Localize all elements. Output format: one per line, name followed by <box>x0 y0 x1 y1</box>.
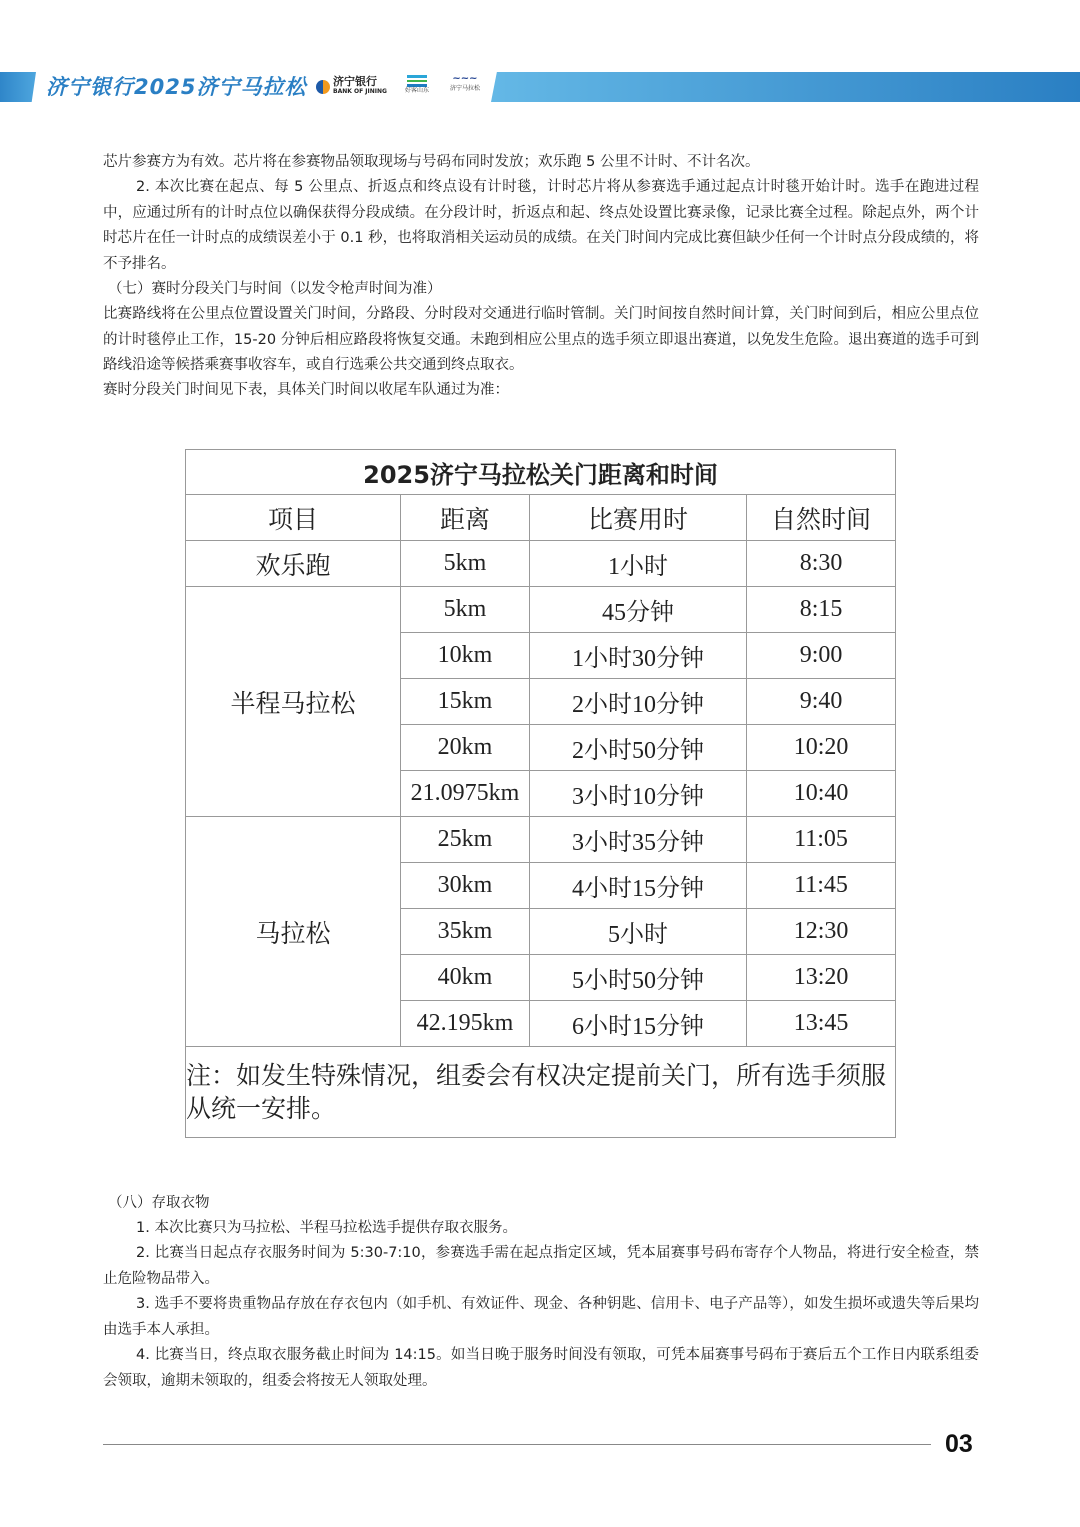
clock-cell: 13:20 <box>747 955 896 1001</box>
clothing-item-1: 1. 本次比赛只为马拉松、半程马拉松选手提供存取衣服务。 <box>136 1220 517 1236</box>
distance-cell: 30km <box>401 863 530 909</box>
header-duration: 比赛用时 <box>530 495 747 541</box>
clothing-item-4: 4. 比赛当日，终点取衣服务截止时间为 14:15。如当日晚于服务时间没有领取，可凭本届赛事号码布于赛后五个工作日内联系组委会领取，逾期未领取的，组委会将按无人领取处理。 <box>103 1347 979 1389</box>
shandong-logo-label: 好客山东 <box>404 87 429 94</box>
clock-cell: 13:45 <box>747 1001 896 1047</box>
shandong-wave-icon <box>407 75 427 87</box>
paragraph-chip-validity: 芯片参赛方为有效。芯片将在参赛物品领取现场与号码布同时发放；欢乐跑 5 公里不计时、不计名次。 <box>103 154 760 170</box>
clock-cell: 9:40 <box>747 679 896 725</box>
shandong-logo <box>404 73 430 101</box>
duration-cell: 1小时30分钟 <box>530 633 747 679</box>
duration-cell: 3小时35分钟 <box>530 817 747 863</box>
distance-cell: 5km <box>401 541 530 587</box>
marathon-calligraphy-icon: ~~~ <box>452 73 478 84</box>
distance-cell: 15km <box>401 679 530 725</box>
table-note: 注：如发生特殊情况，组委会有权决定提前关门，所有选手须服从统一安排。 <box>186 1047 896 1138</box>
paragraph-cutoff-rules: 比赛路线将在公里点位置设置关门时间，分路段、分时段对交通进行临时管制。关门时间按自然时间计算，关门时间到后，相应公里点位的计时毯停止工作，15-20 分钟后相应路段将恢复交通。未跑到相应公里点的选手须立即退出赛道，以免发生危险。退出赛道的选手可到路线沿途等候搭乘赛事收容车，或自行选乘公共交通到终点取衣。 <box>103 306 979 373</box>
table-row <box>186 541 896 587</box>
page-number: 03 <box>945 1430 973 1458</box>
table-note-row <box>186 1047 896 1138</box>
table-title: 2025济宁马拉松关门距离和时间 <box>186 450 896 495</box>
table-row <box>186 587 896 633</box>
banner-title: 济宁银行2025济宁马拉松 <box>46 75 307 99</box>
bank-logo-icon <box>316 80 330 94</box>
clock-cell: 11:45 <box>747 863 896 909</box>
duration-cell: 2小时10分钟 <box>530 679 747 725</box>
duration-cell: 5小时 <box>530 909 747 955</box>
duration-cell: 4小时15分钟 <box>530 863 747 909</box>
duration-cell: 1小时 <box>530 541 747 587</box>
clothing-item-3: 3. 选手不要将贵重物品存放在存衣包内（如手机、有效证件、现金、各种钥匙、信用卡、电子产品等），如发生损坏或遗失等后果均由选手本人承担。 <box>103 1296 979 1338</box>
clothing-item-2: 2. 比赛当日起点存衣服务时间为 5:30-7:10，参赛选手需在起点指定区域，凭本届赛事号码布寄存个人物品，将进行安全检查，禁止危险物品带入。 <box>103 1245 979 1287</box>
paragraph-timing-mats: 2. 本次比赛在起点、每 5 公里点、折返点和终点设有计时毯，计时芯片将从参赛选手通过起点计时毯开始计时。选手在跑进过程中，应通过所有的计时点位以确保获得分段成绩。在分段计时，折返点和起、终点处设置比赛录像，记录比赛全过程。除起点外，两个计时芯片在任一计时点的成绩误差小于 0.1 秒，也将取消相关运动员的成绩。在关门时间内完成比赛但缺少任何一个计时点分段成绩的，将不予排名。 <box>103 179 979 272</box>
paragraph-table-intro: 赛时分段关门时间见下表，具体关门时间以收尾车队通过为准： <box>103 382 509 398</box>
duration-cell: 6小时15分钟 <box>530 1001 747 1047</box>
category-half-marathon: 半程马拉松 <box>186 587 401 817</box>
marathon-logo-label: 济宁马拉松 <box>449 85 480 92</box>
distance-cell: 42.195km <box>401 1001 530 1047</box>
clock-cell: 8:30 <box>747 541 896 587</box>
clock-cell: 10:20 <box>747 725 896 771</box>
category-fun-run: 欢乐跑 <box>186 541 401 587</box>
header-distance: 距离 <box>401 495 530 541</box>
header-clock-time: 自然时间 <box>747 495 896 541</box>
footer-divider <box>103 1444 931 1445</box>
distance-cell: 21.0975km <box>401 771 530 817</box>
header-banner <box>0 70 1080 104</box>
distance-cell: 5km <box>401 587 530 633</box>
table-row <box>186 817 896 863</box>
clock-cell: 8:15 <box>747 587 896 633</box>
bank-of-jining-logo <box>316 73 387 101</box>
duration-cell: 45分钟 <box>530 587 747 633</box>
banner-right-bar <box>491 72 1080 102</box>
distance-cell: 40km <box>401 955 530 1001</box>
header-category: 项目 <box>186 495 401 541</box>
clock-cell: 9:00 <box>747 633 896 679</box>
banner-left-accent <box>0 72 36 102</box>
clock-cell: 11:05 <box>747 817 896 863</box>
clock-cell: 12:30 <box>747 909 896 955</box>
bank-logo-cn: 济宁银行 <box>333 75 377 88</box>
clock-cell: 10:40 <box>747 771 896 817</box>
section-7-heading: （七）赛时分段关门与时间（以发令枪声时间为准） <box>108 281 442 297</box>
bank-logo-en: BANK OF JINING <box>333 88 387 95</box>
category-marathon: 马拉松 <box>186 817 401 1047</box>
distance-cell: 35km <box>401 909 530 955</box>
duration-cell: 2小时50分钟 <box>530 725 747 771</box>
distance-cell: 10km <box>401 633 530 679</box>
distance-cell: 20km <box>401 725 530 771</box>
section-8-heading: （八）存取衣物 <box>108 1195 210 1211</box>
distance-cell: 25km <box>401 817 530 863</box>
duration-cell: 3小时10分钟 <box>530 771 747 817</box>
table-header-row <box>186 495 896 541</box>
cutoff-times-table <box>185 449 896 1138</box>
jining-marathon-logo <box>448 73 482 101</box>
duration-cell: 5小时50分钟 <box>530 955 747 1001</box>
